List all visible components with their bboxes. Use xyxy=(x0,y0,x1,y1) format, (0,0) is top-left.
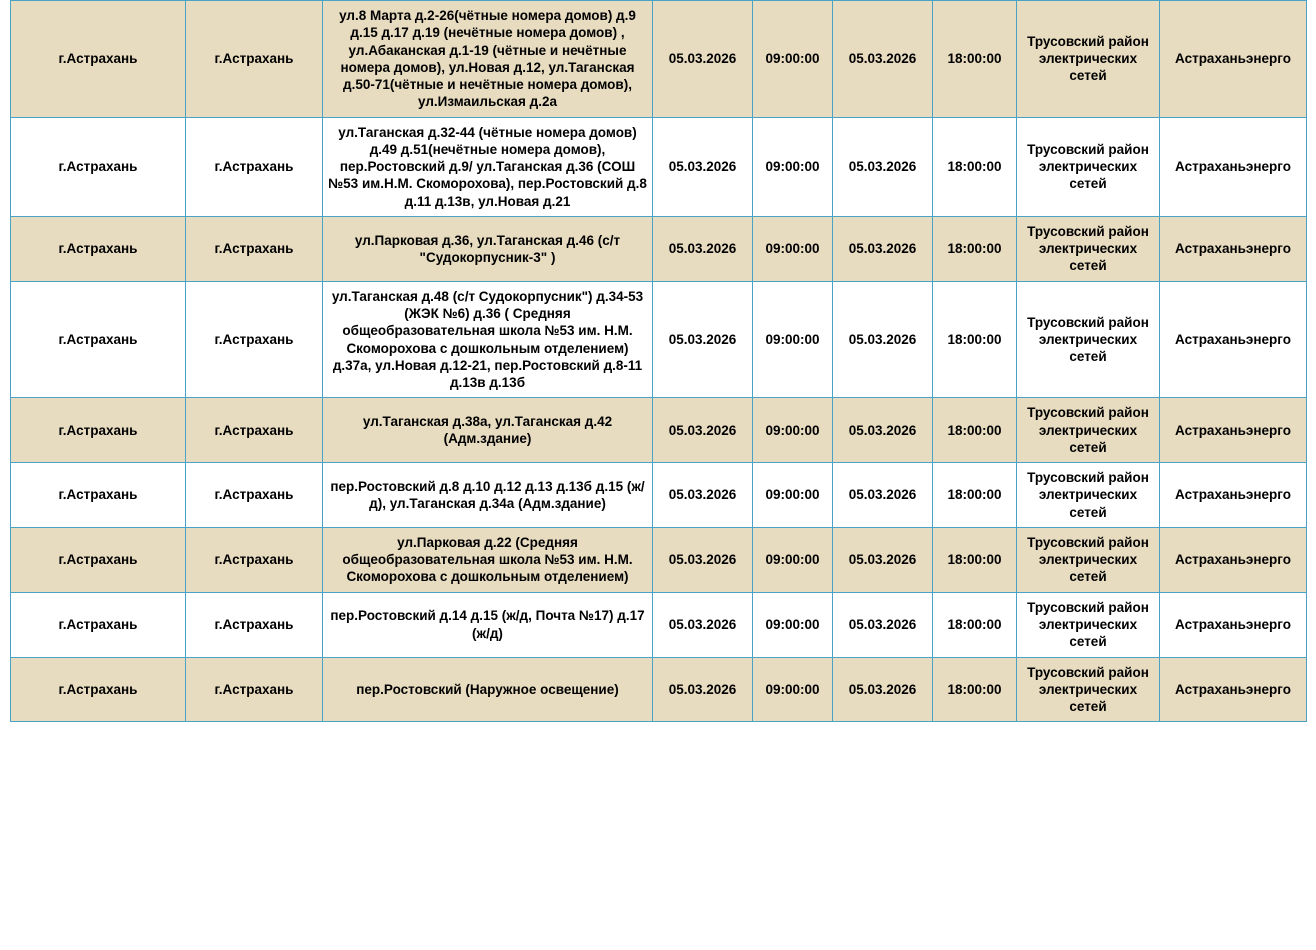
table-row xyxy=(11,592,1307,657)
cell-locality: г.Астрахань xyxy=(186,1,323,118)
cell-end-date: 05.03.2026 xyxy=(833,1,933,118)
cell-end-time: 18:00:00 xyxy=(933,281,1017,398)
cell-end-date: 05.03.2026 xyxy=(833,527,933,592)
outage-schedule-table xyxy=(10,0,1307,722)
cell-start-date: 05.03.2026 xyxy=(653,1,753,118)
cell-branch: Трусовский район электрических сетей xyxy=(1017,1,1160,118)
cell-end-time: 18:00:00 xyxy=(933,216,1017,281)
cell-start-time: 09:00:00 xyxy=(753,592,833,657)
table-row xyxy=(11,463,1307,528)
cell-end-date: 05.03.2026 xyxy=(833,398,933,463)
cell-start-date: 05.03.2026 xyxy=(653,281,753,398)
cell-address: ул.8 Марта д.2-26(чётные номера домов) д.9 д.15 д.17 д.19 (нечётные номера домов) , ул.Абаканская д.1-19 (чётные и нечётные номера домов), ул.Новая д.12, ул.Таганская д.50-71(чётные и нечётные номера домов), ул.Измаильская д.2а xyxy=(323,1,653,118)
cell-start-time: 09:00:00 xyxy=(753,117,833,216)
cell-branch: Трусовский район электрических сетей xyxy=(1017,463,1160,528)
cell-city: г.Астрахань xyxy=(11,527,186,592)
cell-company: Астраханьэнерго xyxy=(1160,463,1307,528)
cell-end-time: 18:00:00 xyxy=(933,592,1017,657)
cell-city: г.Астрахань xyxy=(11,216,186,281)
cell-end-date: 05.03.2026 xyxy=(833,216,933,281)
cell-start-date: 05.03.2026 xyxy=(653,657,753,722)
cell-city: г.Астрахань xyxy=(11,281,186,398)
cell-end-date: 05.03.2026 xyxy=(833,281,933,398)
cell-locality: г.Астрахань xyxy=(186,216,323,281)
cell-address: ул.Таганская д.38а, ул.Таганская д.42 (Адм.здание) xyxy=(323,398,653,463)
table-row xyxy=(11,527,1307,592)
cell-locality: г.Астрахань xyxy=(186,463,323,528)
cell-branch: Трусовский район электрических сетей xyxy=(1017,592,1160,657)
cell-end-time: 18:00:00 xyxy=(933,117,1017,216)
cell-end-date: 05.03.2026 xyxy=(833,117,933,216)
cell-start-time: 09:00:00 xyxy=(753,1,833,118)
cell-start-time: 09:00:00 xyxy=(753,657,833,722)
cell-locality: г.Астрахань xyxy=(186,527,323,592)
cell-end-time: 18:00:00 xyxy=(933,657,1017,722)
cell-start-time: 09:00:00 xyxy=(753,527,833,592)
cell-locality: г.Астрахань xyxy=(186,592,323,657)
cell-address: ул.Таганская д.32-44 (чётные номера домов) д.49 д.51(нечётные номера домов), пер.Ростовский д.9/ ул.Таганская д.36 (СОШ №53 им.Н.М. Скоморохова), пер.Ростовский д.8 д.11 д.13в, ул.Новая д.21 xyxy=(323,117,653,216)
cell-address: пер.Ростовский д.14 д.15 (ж/д, Почта №17) д.17 (ж/д) xyxy=(323,592,653,657)
cell-branch: Трусовский район электрических сетей xyxy=(1017,398,1160,463)
cell-city: г.Астрахань xyxy=(11,1,186,118)
table-body xyxy=(11,1,1307,722)
cell-branch: Трусовский район электрических сетей xyxy=(1017,117,1160,216)
cell-company: Астраханьэнерго xyxy=(1160,657,1307,722)
cell-city: г.Астрахань xyxy=(11,117,186,216)
cell-end-time: 18:00:00 xyxy=(933,1,1017,118)
cell-start-time: 09:00:00 xyxy=(753,281,833,398)
cell-start-time: 09:00:00 xyxy=(753,216,833,281)
cell-end-date: 05.03.2026 xyxy=(833,592,933,657)
table-row xyxy=(11,281,1307,398)
cell-city: г.Астрахань xyxy=(11,657,186,722)
cell-company: Астраханьэнерго xyxy=(1160,216,1307,281)
table-row xyxy=(11,657,1307,722)
cell-address: пер.Ростовский д.8 д.10 д.12 д.13 д.13б д.15 (ж/д), ул.Таганская д.34а (Адм.здание) xyxy=(323,463,653,528)
cell-company: Астраханьэнерго xyxy=(1160,527,1307,592)
cell-city: г.Астрахань xyxy=(11,592,186,657)
cell-branch: Трусовский район электрических сетей xyxy=(1017,527,1160,592)
cell-start-date: 05.03.2026 xyxy=(653,463,753,528)
cell-start-time: 09:00:00 xyxy=(753,398,833,463)
table-row xyxy=(11,216,1307,281)
cell-branch: Трусовский район электрических сетей xyxy=(1017,216,1160,281)
cell-locality: г.Астрахань xyxy=(186,398,323,463)
cell-start-date: 05.03.2026 xyxy=(653,216,753,281)
cell-address: пер.Ростовский (Наружное освещение) xyxy=(323,657,653,722)
cell-city: г.Астрахань xyxy=(11,398,186,463)
cell-company: Астраханьэнерго xyxy=(1160,281,1307,398)
cell-start-time: 09:00:00 xyxy=(753,463,833,528)
cell-start-date: 05.03.2026 xyxy=(653,527,753,592)
cell-city: г.Астрахань xyxy=(11,463,186,528)
cell-address: ул.Парковая д.36, ул.Таганская д.46 (с/т "Судокорпусник-3" ) xyxy=(323,216,653,281)
cell-company: Астраханьэнерго xyxy=(1160,117,1307,216)
cell-end-time: 18:00:00 xyxy=(933,527,1017,592)
cell-end-time: 18:00:00 xyxy=(933,463,1017,528)
table-row xyxy=(11,398,1307,463)
cell-company: Астраханьэнерго xyxy=(1160,592,1307,657)
table-row xyxy=(11,117,1307,216)
cell-end-date: 05.03.2026 xyxy=(833,657,933,722)
cell-locality: г.Астрахань xyxy=(186,281,323,398)
cell-start-date: 05.03.2026 xyxy=(653,117,753,216)
cell-branch: Трусовский район электрических сетей xyxy=(1017,657,1160,722)
cell-company: Астраханьэнерго xyxy=(1160,1,1307,118)
cell-branch: Трусовский район электрических сетей xyxy=(1017,281,1160,398)
cell-end-date: 05.03.2026 xyxy=(833,463,933,528)
cell-end-time: 18:00:00 xyxy=(933,398,1017,463)
cell-start-date: 05.03.2026 xyxy=(653,398,753,463)
cell-address: ул.Таганская д.48 (с/т Судокорпусник") д.34-53 (ЖЭК №6) д.36 ( Средняя общеобразовательная школа №53 им. Н.М. Скоморохова с дошкольным отделением) д.37а, ул.Новая д.12-21, пер.Ростовский д.8-11 д.13в д.13б xyxy=(323,281,653,398)
cell-locality: г.Астрахань xyxy=(186,117,323,216)
table-row xyxy=(11,1,1307,118)
cell-company: Астраханьэнерго xyxy=(1160,398,1307,463)
cell-locality: г.Астрахань xyxy=(186,657,323,722)
cell-start-date: 05.03.2026 xyxy=(653,592,753,657)
cell-address: ул.Парковая д.22 (Средняя общеобразовательная школа №53 им. Н.М. Скоморохова с дошкольным отделением) xyxy=(323,527,653,592)
